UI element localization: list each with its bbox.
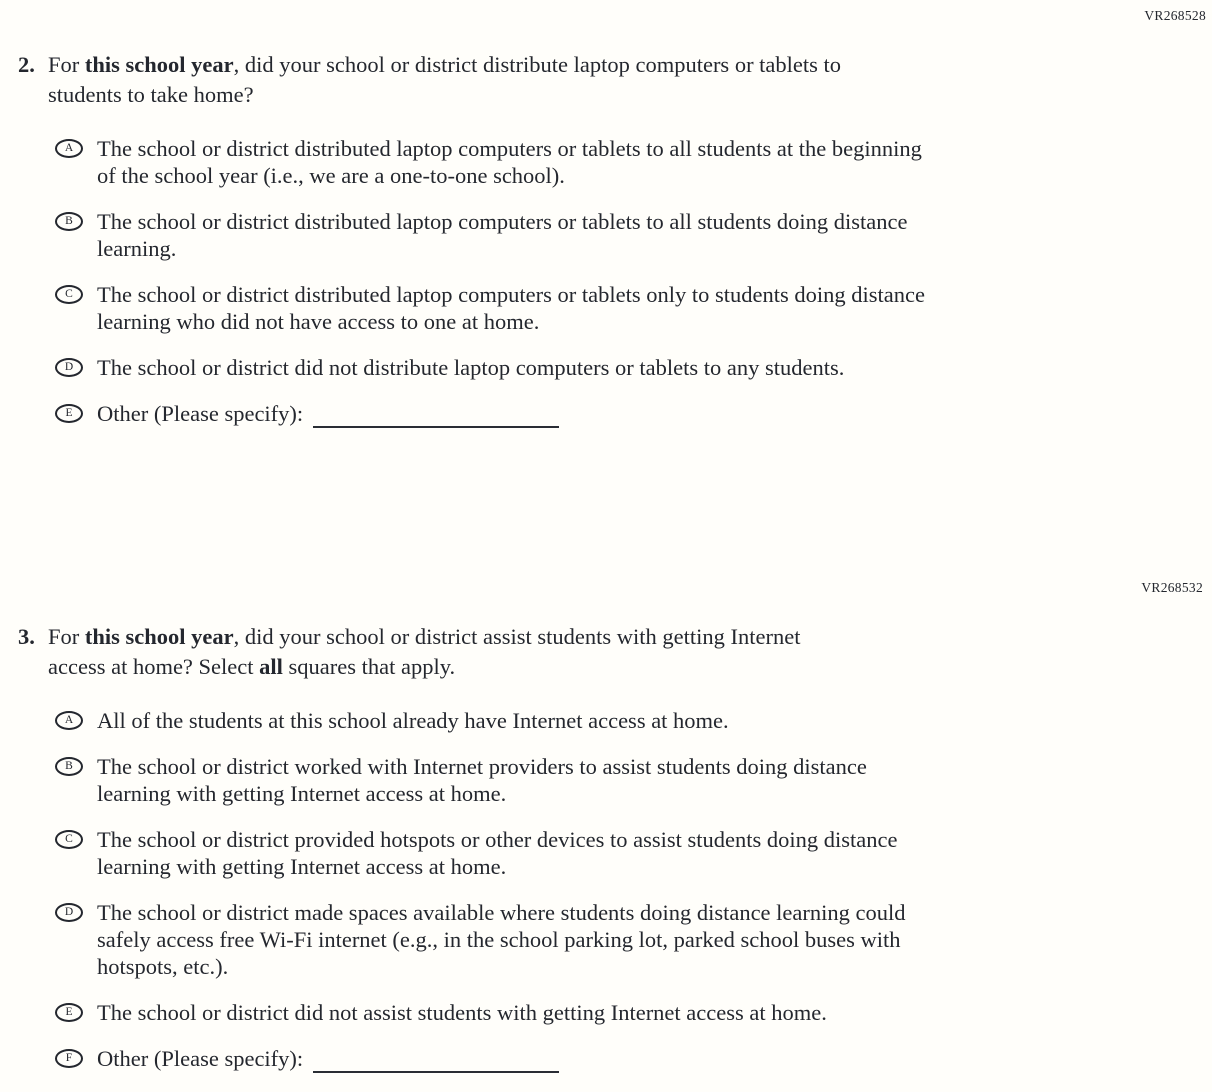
option-row-e (55, 400, 1198, 428)
question-prompt: For this school year, did your school or district assist students with getting Internet access at home? Select all squares that apply. (48, 624, 801, 679)
option-bubble-f[interactable]: F (55, 1049, 83, 1068)
option-bubble-d[interactable]: D (55, 358, 83, 377)
option-bubble-e[interactable]: E (55, 1003, 83, 1022)
option-text: The school or district distributed laptop computers or tablets to all students at the beginning of the school year (i.e., we are a one-to-one school). (97, 136, 922, 188)
question-number: 2. (18, 52, 35, 77)
option-bubble-d[interactable]: D (55, 903, 83, 922)
question-3 (18, 622, 1198, 1092)
question-code: VR268528 (1144, 8, 1206, 23)
option-text: The school or district distributed laptop computers or tablets to all students doing distance learning. (97, 209, 908, 261)
option-bubble-a[interactable]: A (55, 711, 83, 730)
answer-options (55, 707, 1198, 1073)
option-row-c (55, 826, 1198, 880)
option-row-e (55, 999, 1198, 1026)
option-row-a (55, 135, 1198, 189)
option-text: The school or district did not distribute laptop computers or tablets to any students. (97, 355, 845, 380)
question-2 (18, 50, 1198, 447)
option-bubble-c[interactable]: C (55, 830, 83, 849)
option-text: Other (Please specify): (97, 1045, 559, 1073)
other-specify-blank[interactable] (313, 400, 559, 428)
option-text: The school or district provided hotspots or other devices to assist students doing distance learning with getting Internet access at home. (97, 827, 898, 879)
other-specify-blank[interactable] (313, 1045, 559, 1073)
option-bubble-b[interactable]: B (55, 757, 83, 776)
option-row-d (55, 354, 1198, 381)
option-row-d (55, 899, 1198, 980)
option-bubble-e[interactable]: E (55, 404, 83, 423)
option-text: All of the students at this school already have Internet access at home. (97, 708, 729, 733)
option-row-f (55, 1045, 1198, 1073)
question-prompt: For this school year, did your school or district distribute laptop computers or tablets to students to take home? (48, 52, 842, 107)
option-row-b (55, 208, 1198, 262)
question-number: 3. (18, 624, 35, 649)
option-bubble-b[interactable]: B (55, 212, 83, 231)
option-text: Other (Please specify): (97, 400, 559, 428)
answer-options (55, 135, 1198, 428)
option-bubble-c[interactable]: C (55, 285, 83, 304)
option-text: The school or district distributed laptop computers or tablets only to students doing distance learning who did not have access to one at home. (97, 282, 925, 334)
option-text: The school or district worked with Internet providers to assist students doing distance learning with getting Internet access at home. (97, 754, 867, 806)
option-text: The school or district made spaces available where students doing distance learning could safely access free Wi-Fi internet (e.g., in the school parking lot, parked school buses with hotspots, etc.). (97, 900, 906, 979)
option-row-b (55, 753, 1198, 807)
option-row-c (55, 281, 1198, 335)
option-text: The school or district did not assist students with getting Internet access at home. (97, 1000, 827, 1025)
option-bubble-a[interactable]: A (55, 139, 83, 158)
option-row-a (55, 707, 1198, 734)
question-code: VR268532 (1141, 580, 1203, 595)
